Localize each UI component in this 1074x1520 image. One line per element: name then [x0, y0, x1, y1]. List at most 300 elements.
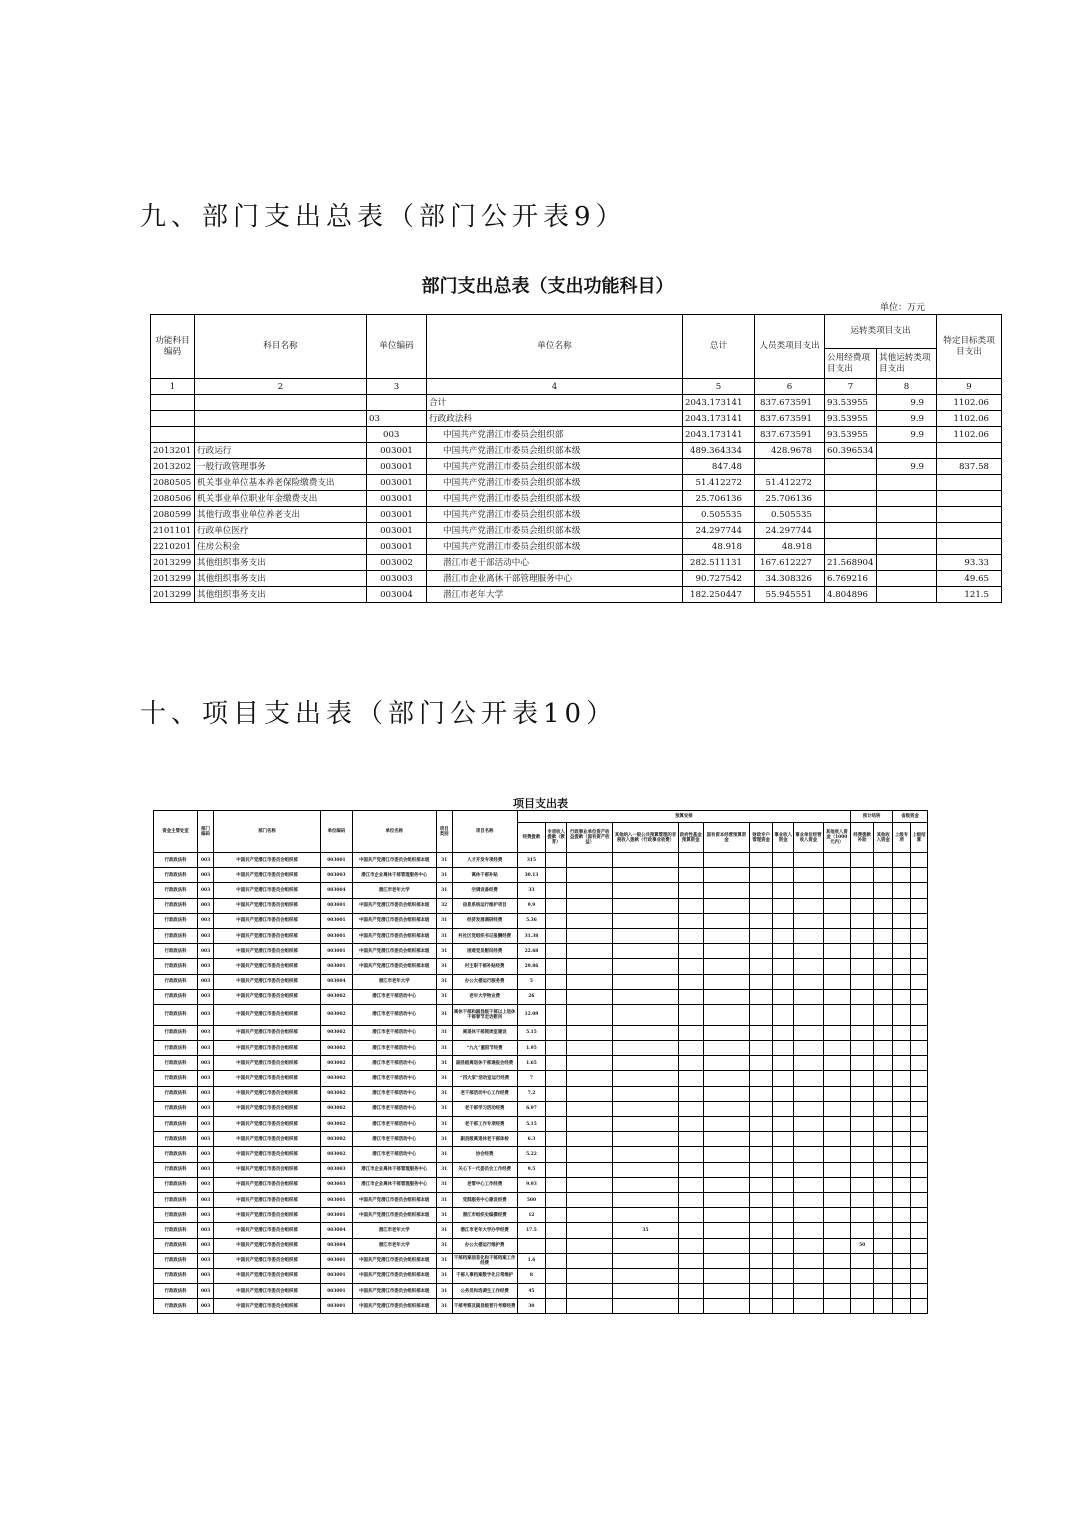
- cell-c12: [678, 1253, 703, 1268]
- cell-c13: [703, 1056, 749, 1071]
- cell-public: [825, 475, 877, 491]
- cell-c15: [773, 1041, 794, 1056]
- cell-total: 182.250447: [683, 587, 755, 603]
- t10-header-col-16: 其他收入资金（1000元内）: [823, 823, 850, 853]
- cell-c11: [613, 1208, 678, 1223]
- cell-c14: [750, 1117, 773, 1132]
- cell-c14: [750, 898, 773, 913]
- cell-c17: [823, 1238, 850, 1253]
- cell-c14: [750, 1041, 773, 1056]
- cell-project: 办公大楼运行维护费: [452, 1238, 517, 1253]
- cell-office: 行政政法科: [154, 868, 198, 883]
- cell-dept-name: 中国共产党潜江市委员会组织部: [213, 959, 320, 974]
- cell-dept-code: 003: [198, 1268, 214, 1283]
- cell-unit-name: 潜江市企业离休干部管理服务中心: [352, 1177, 436, 1192]
- cell-c21: [910, 928, 927, 943]
- cell-c19: [874, 1238, 893, 1253]
- cell-c9: [546, 1025, 567, 1040]
- cell-c11: [613, 1192, 678, 1207]
- t10-header-col-11: 政府性基金预算资金: [678, 823, 703, 853]
- cell-c18: [851, 853, 874, 868]
- cell-c20: [893, 1284, 911, 1299]
- cell-c13: [703, 1253, 749, 1268]
- t10-header-unit-code: 单位编码: [321, 811, 353, 853]
- cell-other: [877, 523, 937, 539]
- cell-dept-name: 中国共产党潜江市委员会组织部: [213, 913, 320, 928]
- cell-type: 31: [436, 1132, 452, 1147]
- cell-c17: [823, 928, 850, 943]
- cell-c19: [874, 1056, 893, 1071]
- cell-c18: [851, 1162, 874, 1177]
- t10-header-dept-name: 部门名称: [213, 811, 320, 853]
- cell-dept-code: 003: [198, 1253, 214, 1268]
- cell-c17: [823, 1268, 850, 1283]
- cell-c15: [773, 883, 794, 898]
- cell-c15: [773, 868, 794, 883]
- cell-project: 老管中心工作经费: [452, 1177, 517, 1192]
- table-row: [151, 459, 1002, 475]
- cell-unit-name: 潜江市老干部活动中心: [352, 1086, 436, 1101]
- cell-c11: [613, 913, 678, 928]
- cell-c20: [893, 1056, 911, 1071]
- cell-unit-name: 潜江市老年大学: [352, 883, 436, 898]
- cell-office: 行政政法科: [154, 1268, 198, 1283]
- cell-unit-name: 潜江市老干部活动中心: [352, 1025, 436, 1040]
- cell-c21: [910, 853, 927, 868]
- cell-c12: [678, 1071, 703, 1086]
- cell-unit-code: 003003: [367, 571, 427, 587]
- cell-total: 847.48: [683, 459, 755, 475]
- cell-c17: [823, 1086, 850, 1101]
- cell-other: 9.9: [877, 459, 937, 475]
- cell-funds: 7: [517, 1071, 545, 1086]
- cell-c18: [851, 944, 874, 959]
- cell-c16: [794, 883, 823, 898]
- cell-code: [151, 411, 195, 427]
- cell-c18: [851, 898, 874, 913]
- table-row: [154, 1117, 928, 1132]
- cell-c16: [794, 1071, 823, 1086]
- cell-c16: [794, 1299, 823, 1314]
- index-cell: 1: [151, 379, 195, 395]
- cell-c9: [546, 1162, 567, 1177]
- cell-project: 潜江市老年大学办学经费: [452, 1223, 517, 1238]
- t10-header-col-8: 专项收入拨款（教育）: [546, 823, 567, 853]
- cell-c11: [613, 853, 678, 868]
- table-row: [151, 443, 1002, 459]
- cell-type: 31: [436, 1223, 452, 1238]
- cell-code: 2080505: [151, 475, 195, 491]
- cell-public: [825, 459, 877, 475]
- cell-c19: [874, 1253, 893, 1268]
- cell-c18: [851, 1025, 874, 1040]
- cell-c13: [703, 1101, 749, 1116]
- cell-special: [937, 443, 1002, 459]
- cell-unit-code: 003002: [321, 1056, 353, 1071]
- t10-header-col-12: 国有资本经营预算资金: [703, 823, 749, 853]
- cell-dept-name: 中国共产党潜江市委员会组织部: [213, 1086, 320, 1101]
- cell-funds: 30: [517, 1299, 545, 1314]
- cell-c17: [823, 989, 850, 1004]
- cell-unit-name: 潜江市老干部活动中心: [427, 555, 683, 571]
- cell-dept-name: 中国共产党潜江市委员会组织部: [213, 1192, 320, 1207]
- cell-public: 93.53955: [825, 427, 877, 443]
- cell-c11: [613, 1041, 678, 1056]
- cell-public: 6.769216: [825, 571, 877, 587]
- cell-unit-name: 中国共产党潜江市委员会组织部本级: [427, 459, 683, 475]
- cell-c10: [567, 868, 613, 883]
- cell-c13: [703, 1208, 749, 1223]
- cell-dept-code: 003: [198, 928, 214, 943]
- cell-project: 信息系统运行维护项目: [452, 898, 517, 913]
- cell-c19: [874, 1223, 893, 1238]
- cell-c19: [874, 1101, 893, 1116]
- cell-dept-name: 中国共产党潜江市委员会组织部: [213, 1132, 320, 1147]
- cell-total: 25.706136: [683, 491, 755, 507]
- cell-c12: [678, 1208, 703, 1223]
- cell-c9: [546, 1086, 567, 1101]
- cell-unit-name: 潜江市企业离休干部管理服务中心: [352, 1162, 436, 1177]
- cell-dept-code: 003: [198, 989, 214, 1004]
- cell-unit-code: 003001: [367, 475, 427, 491]
- cell-c18: [851, 1117, 874, 1132]
- cell-dept-name: 中国共产党潜江市委员会组织部: [213, 974, 320, 989]
- cell-c13: [703, 1238, 749, 1253]
- cell-c19: [874, 944, 893, 959]
- cell-c21: [910, 989, 927, 1004]
- cell-code: 2013299: [151, 555, 195, 571]
- cell-c12: [678, 944, 703, 959]
- cell-c13: [703, 1223, 749, 1238]
- cell-c11: [613, 989, 678, 1004]
- cell-c11: 35: [613, 1223, 678, 1238]
- cell-unit-name: 中国共产党潜江市委员会组织部: [427, 427, 683, 443]
- cell-total: 90.727542: [683, 571, 755, 587]
- table-row: [154, 1299, 928, 1314]
- t10-header-unit-name: 单位名称: [352, 811, 436, 853]
- cell-funds: 9.9: [517, 898, 545, 913]
- cell-office: 行政政法科: [154, 1299, 198, 1314]
- cell-c14: [750, 1086, 773, 1101]
- cell-dept-name: 中国共产党潜江市委员会组织部: [213, 1177, 320, 1192]
- cell-dept-name: 中国共产党潜江市委员会组织部: [213, 944, 320, 959]
- table-row: [151, 427, 1002, 443]
- cell-c10: [567, 1208, 613, 1223]
- cell-special: 121.5: [937, 587, 1002, 603]
- cell-c17: [823, 1208, 850, 1223]
- cell-funds: 6.3: [517, 1132, 545, 1147]
- cell-unit-name: 中国共产党潜江市委员会组织部本级: [352, 898, 436, 913]
- cell-dept-name: 中国共产党潜江市委员会组织部: [213, 1147, 320, 1162]
- index-row: [151, 379, 1002, 395]
- cell-c14: [750, 944, 773, 959]
- cell-c10: [567, 1177, 613, 1192]
- t10-header-col-7: 经费拨款: [517, 823, 545, 853]
- cell-c15: [773, 1192, 794, 1207]
- cell-funds: 12.09: [517, 1004, 545, 1025]
- cell-c14: [750, 913, 773, 928]
- index-cell: 5: [683, 379, 755, 395]
- cell-c16: [794, 959, 823, 974]
- cell-c16: [794, 1041, 823, 1056]
- cell-c15: [773, 853, 794, 868]
- cell-c21: [910, 959, 927, 974]
- cell-funds: 1.95: [517, 1041, 545, 1056]
- header-public-funds: 公用经费项目支出: [825, 349, 877, 379]
- cell-unit-name: 潜江市老干部活动中心: [352, 1071, 436, 1086]
- cell-code: 2080506: [151, 491, 195, 507]
- cell-c18: [851, 1101, 874, 1116]
- cell-project: 老年大学物业费: [452, 989, 517, 1004]
- cell-project: 副县级离退休老干部体检: [452, 1132, 517, 1147]
- cell-unit-code: 003001: [367, 523, 427, 539]
- cell-office: 行政政法科: [154, 1041, 198, 1056]
- cell-c15: [773, 1238, 794, 1253]
- cell-c10: [567, 1041, 613, 1056]
- cell-unit-code: 003001: [367, 491, 427, 507]
- cell-c9: [546, 974, 567, 989]
- cell-other: [877, 491, 937, 507]
- table-row: [151, 411, 1002, 427]
- cell-unit-code: 003001: [321, 913, 353, 928]
- cell-c10: [567, 974, 613, 989]
- cell-c12: [678, 1238, 703, 1253]
- cell-c10: [567, 913, 613, 928]
- cell-other: 9.9: [877, 411, 937, 427]
- cell-unit-code: 003001: [321, 1268, 353, 1283]
- cell-c21: [910, 883, 927, 898]
- cell-c15: [773, 1025, 794, 1040]
- cell-c17: [823, 1253, 850, 1268]
- t10-header-col-10: 其他纳入一般公共预算管理的非税收入拨款（行政事业收费）: [613, 823, 678, 853]
- cell-c16: [794, 1177, 823, 1192]
- cell-other: [877, 443, 937, 459]
- cell-public: [825, 523, 877, 539]
- cell-c16: [794, 1101, 823, 1116]
- cell-c17: [823, 1132, 850, 1147]
- cell-project: 副县级离退休干部通报会经费: [452, 1056, 517, 1071]
- cell-type: 31: [436, 1284, 452, 1299]
- cell-c15: [773, 959, 794, 974]
- cell-dept-name: 中国共产党潜江市委员会组织部: [213, 1117, 320, 1132]
- header-total: 总计: [683, 315, 755, 379]
- cell-c21: [910, 1253, 927, 1268]
- table-row: [154, 1132, 928, 1147]
- cell-c13: [703, 944, 749, 959]
- table-row: [151, 395, 1002, 411]
- cell-c12: [678, 959, 703, 974]
- table10-title: 项目支出表: [513, 797, 568, 810]
- cell-unit-code: 003001: [321, 928, 353, 943]
- cell-c19: [874, 959, 893, 974]
- cell-c15: [773, 944, 794, 959]
- table-row: [154, 1268, 928, 1283]
- cell-unit-name: 合计: [427, 395, 683, 411]
- section-heading-table10: 十、项目支出表（部门公开表10）: [140, 699, 618, 729]
- cell-c16: [794, 928, 823, 943]
- cell-unit-name: 中国共产党潜江市委员会组织部本级: [427, 539, 683, 555]
- cell-c9: [546, 1071, 567, 1086]
- cell-c21: [910, 1132, 927, 1147]
- cell-c19: [874, 928, 893, 943]
- cell-unit-name: 中国共产党潜江市委员会组织部本级: [352, 1253, 436, 1268]
- cell-project: 办公大楼运行服务费: [452, 974, 517, 989]
- cell-c20: [893, 1147, 911, 1162]
- cell-c10: [567, 1284, 613, 1299]
- cell-c14: [750, 1192, 773, 1207]
- cell-c15: [773, 1147, 794, 1162]
- cell-unit-name: 中国共产党潜江市委员会组织部本级: [352, 944, 436, 959]
- cell-unit-code: 003004: [367, 587, 427, 603]
- cell-c19: [874, 1147, 893, 1162]
- cell-unit-code: 003001: [321, 1192, 353, 1207]
- cell-type: 31: [436, 1041, 452, 1056]
- cell-c21: [910, 1041, 927, 1056]
- cell-c21: [910, 1177, 927, 1192]
- table-row: [154, 1025, 928, 1040]
- cell-subject: 行政单位医疗: [195, 523, 367, 539]
- cell-unit-code: 003002: [321, 1132, 353, 1147]
- cell-unit-name: 中国共产党潜江市委员会组织部本级: [352, 1268, 436, 1283]
- cell-c21: [910, 1101, 927, 1116]
- cell-unit-code: 003002: [321, 1147, 353, 1162]
- cell-funds: 7.2: [517, 1086, 545, 1101]
- cell-c9: [546, 1004, 567, 1025]
- cell-project: 经济发展调研经费: [452, 913, 517, 928]
- cell-special: [937, 523, 1002, 539]
- header-operating: 运转类项目支出: [825, 315, 937, 349]
- cell-c20: [893, 1238, 911, 1253]
- cell-c10: [567, 898, 613, 913]
- cell-c11: [613, 898, 678, 913]
- cell-c11: [613, 868, 678, 883]
- cell-project: 离休干部补贴: [452, 868, 517, 883]
- cell-c13: [703, 1147, 749, 1162]
- cell-type: 31: [436, 1147, 452, 1162]
- cell-c21: [910, 1192, 927, 1207]
- cell-project: 村主职干部补贴经费: [452, 959, 517, 974]
- cell-type: 31: [436, 928, 452, 943]
- cell-c20: [893, 1004, 911, 1025]
- table-row: [154, 1238, 928, 1253]
- cell-unit-code: 003001: [321, 898, 353, 913]
- cell-dept-name: 中国共产党潜江市委员会组织部: [213, 1162, 320, 1177]
- cell-funds: 1.6: [517, 1253, 545, 1268]
- cell-c19: [874, 1132, 893, 1147]
- cell-office: 行政政法科: [154, 1056, 198, 1071]
- cell-unit-name: 中国共产党潜江市委员会组织部本级: [352, 853, 436, 868]
- cell-personnel: [755, 459, 825, 475]
- cell-office: 行政政法科: [154, 1025, 198, 1040]
- cell-c12: [678, 1086, 703, 1101]
- cell-type: 32: [436, 898, 452, 913]
- cell-unit-code: 003003: [321, 1177, 353, 1192]
- cell-dept-code: 003: [198, 959, 214, 974]
- cell-c14: [750, 1253, 773, 1268]
- index-cell: 4: [427, 379, 683, 395]
- cell-c15: [773, 1268, 794, 1283]
- cell-unit-name: 潜江市老干部活动中心: [352, 1117, 436, 1132]
- cell-c16: [794, 1192, 823, 1207]
- t10-header-col-15: 事业单位经营收入资金: [794, 823, 823, 853]
- cell-unit-name: 中国共产党潜江市委员会组织部本级: [427, 507, 683, 523]
- cell-c19: [874, 883, 893, 898]
- cell-c16: [794, 1132, 823, 1147]
- cell-dept-code: 003: [198, 1147, 214, 1162]
- cell-type: 31: [436, 1177, 452, 1192]
- cell-office: 行政政法科: [154, 1223, 198, 1238]
- cell-personnel: 837.673591: [755, 411, 825, 427]
- cell-c12: [678, 853, 703, 868]
- cell-c19: [874, 1004, 893, 1025]
- cell-c20: [893, 974, 911, 989]
- cell-c18: [851, 1192, 874, 1207]
- cell-unit-name: 潜江市老年大学: [352, 1238, 436, 1253]
- cell-c20: [893, 989, 911, 1004]
- cell-c18: [851, 1132, 874, 1147]
- cell-unit-code: 003001: [321, 853, 353, 868]
- table-row: [154, 1101, 928, 1116]
- cell-funds: [517, 1238, 545, 1253]
- cell-project: 离退休干部阅读室建设: [452, 1025, 517, 1040]
- cell-other: 9.9: [877, 427, 937, 443]
- cell-c10: [567, 1253, 613, 1268]
- cell-subject: 其他行政事业单位养老支出: [195, 507, 367, 523]
- cell-c13: [703, 1025, 749, 1040]
- cell-unit-name: 中国共产党潜江市委员会组织部本级: [427, 443, 683, 459]
- cell-c19: [874, 913, 893, 928]
- t10-group-last-year: 省级资金: [893, 811, 928, 823]
- header-subject: 科目名称: [195, 315, 367, 379]
- cell-dept-name: 中国共产党潜江市委员会组织部: [213, 883, 320, 898]
- cell-c11: [613, 1056, 678, 1071]
- cell-project: 老干部活动中心工作经费: [452, 1086, 517, 1101]
- t10-group-expected: 预计结转: [851, 811, 893, 823]
- cell-dept-name: 中国共产党潜江市委员会组织部: [213, 1101, 320, 1116]
- cell-unit-name: 中国共产党潜江市委员会组织部本级: [427, 491, 683, 507]
- cell-c20: [893, 898, 911, 913]
- cell-dept-code: 003: [198, 1025, 214, 1040]
- table-row: [154, 974, 928, 989]
- cell-c15: [773, 913, 794, 928]
- cell-other: [877, 539, 937, 555]
- header-unit-name: 单位名称: [427, 315, 683, 379]
- cell-c10: [567, 1071, 613, 1086]
- cell-c13: [703, 1162, 749, 1177]
- cell-dept-name: 中国共产党潜江市委员会组织部: [213, 898, 320, 913]
- index-cell: 2: [195, 379, 367, 395]
- cell-unit-name: 潜江市老干部活动中心: [352, 1101, 436, 1116]
- cell-c10: [567, 1147, 613, 1162]
- index-cell: 6: [755, 379, 825, 395]
- cell-c12: [678, 1101, 703, 1116]
- cell-c17: [823, 868, 850, 883]
- index-cell: 9: [937, 379, 1002, 395]
- cell-c21: [910, 913, 927, 928]
- cell-dept-name: 中国共产党潜江市委员会组织部: [213, 868, 320, 883]
- cell-unit-code: 003001: [321, 1299, 353, 1314]
- cell-c15: [773, 1101, 794, 1116]
- cell-c21: [910, 1117, 927, 1132]
- cell-c16: [794, 1268, 823, 1283]
- cell-c10: [567, 1223, 613, 1238]
- cell-c12: [678, 1268, 703, 1283]
- cell-c12: [678, 1147, 703, 1162]
- cell-c12: [678, 1192, 703, 1207]
- cell-public: [825, 491, 877, 507]
- cell-total: 2043.173141: [683, 411, 755, 427]
- cell-c9: [546, 1268, 567, 1283]
